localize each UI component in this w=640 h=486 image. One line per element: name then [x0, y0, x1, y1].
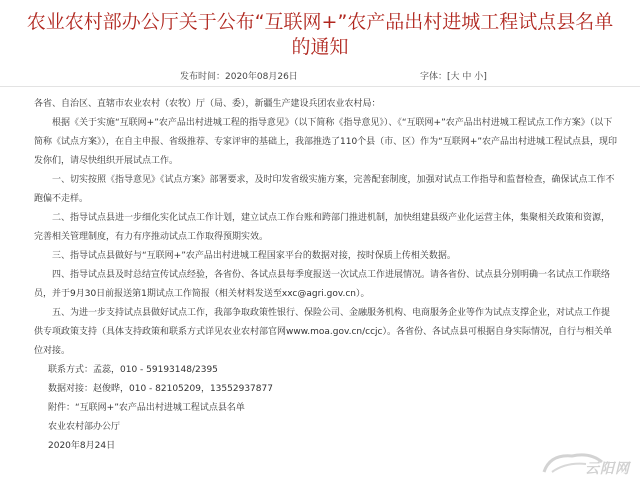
paragraph-5: 五、为进一步支持试点县做好试点工作，我部争取政策性银行、保险公司、金融服务机构、电商服务企业等作为试点支撑企业，对试点工作提供专项政策支持（具体支持政策和联系方式详见农业农村部官网www.moa.gov.cn/ccjc）。各省份、各试点县可根据自身实际情况，自行与相关单位对接。 — [34, 308, 613, 356]
site-watermark-logo — [532, 448, 632, 480]
data-contact-info: 数据对接：赵俊晔，010 - 82105209，13552937877 — [48, 384, 273, 394]
intro-paragraph: 根据《关于实施“互联网+”农产品出村进城工程的指导意见》（以下简称《指导意见》）、《“互联网+”农产品出村进城工程试点工作方案》（以下简称《试点方案》），在自主申报、省级推荐、专家评审的基础上，我部推选了110个县（市、区）作为“互联网+”农产品出村进城工程试点县，现印发你们，请尽快组织开展试点工作。 — [34, 118, 618, 166]
issuer: 农业农村部办公厅 — [48, 422, 121, 432]
article-body — [0, 87, 640, 456]
watermark-text: 云阳网 — [585, 461, 630, 477]
font-size-medium-button[interactable]: 中 — [462, 72, 472, 82]
sign-date: 2020年8月24日 — [48, 441, 116, 451]
salutation: 各省、自治区、直辖市农业农村（农牧）厅（局、委），新疆生产建设兵团农业农村局： — [34, 99, 381, 109]
paragraph-3: 三、指导试点县做好与“互联网+”农产品出村进城工程国家平台的数据对接，按时保质上传相关数据。 — [52, 251, 456, 261]
paragraph-4: 四、指导试点县及时总结宣传试点经验，各省份、各试点县每季度报送一次试点工作进展情况。请各省份、试点县分别明确一名试点工作联络员，并于9月30日前报送第1期试点工作简报（相关材料发送至xxc@agri.gov.cn）。 — [34, 270, 611, 299]
font-size-large-button[interactable]: 大 — [450, 72, 460, 82]
font-size-small-button[interactable]: 小 — [474, 72, 484, 82]
font-size-label: 字体：[ — [420, 72, 451, 82]
article-meta — [0, 66, 640, 87]
contact-info: 联系方式：孟蕊，010 - 59193148/2395 — [48, 365, 218, 375]
page-title: 农业农村部办公厅关于公布“互联网+”农产品出村进城工程试点县名单的通知 — [26, 11, 614, 58]
paragraph-1: 一、切实按照《指导意见》《试点方案》部署要求，及时印发省级实施方案，完善配套制度，加强对试点工作指导和监督检查，确保试点工作不跑偏不走样。 — [34, 175, 615, 204]
publish-date: 发布时间：2020年08月26日 — [180, 72, 298, 82]
attachment-link[interactable]: 附件：“互联网+”农产品出村进城工程试点县名单 — [48, 403, 245, 413]
font-size-close-bracket: ] — [483, 72, 487, 82]
paragraph-2: 二、指导试点县进一步细化实化试点工作计划，建立试点工作台账和跨部门推进机制，加快组建县级产业化运营主体，集聚相关政策和资源，完善相关管理制度，有力有序推动试点工作取得预期实效。 — [34, 213, 611, 242]
font-size-control — [420, 69, 487, 82]
